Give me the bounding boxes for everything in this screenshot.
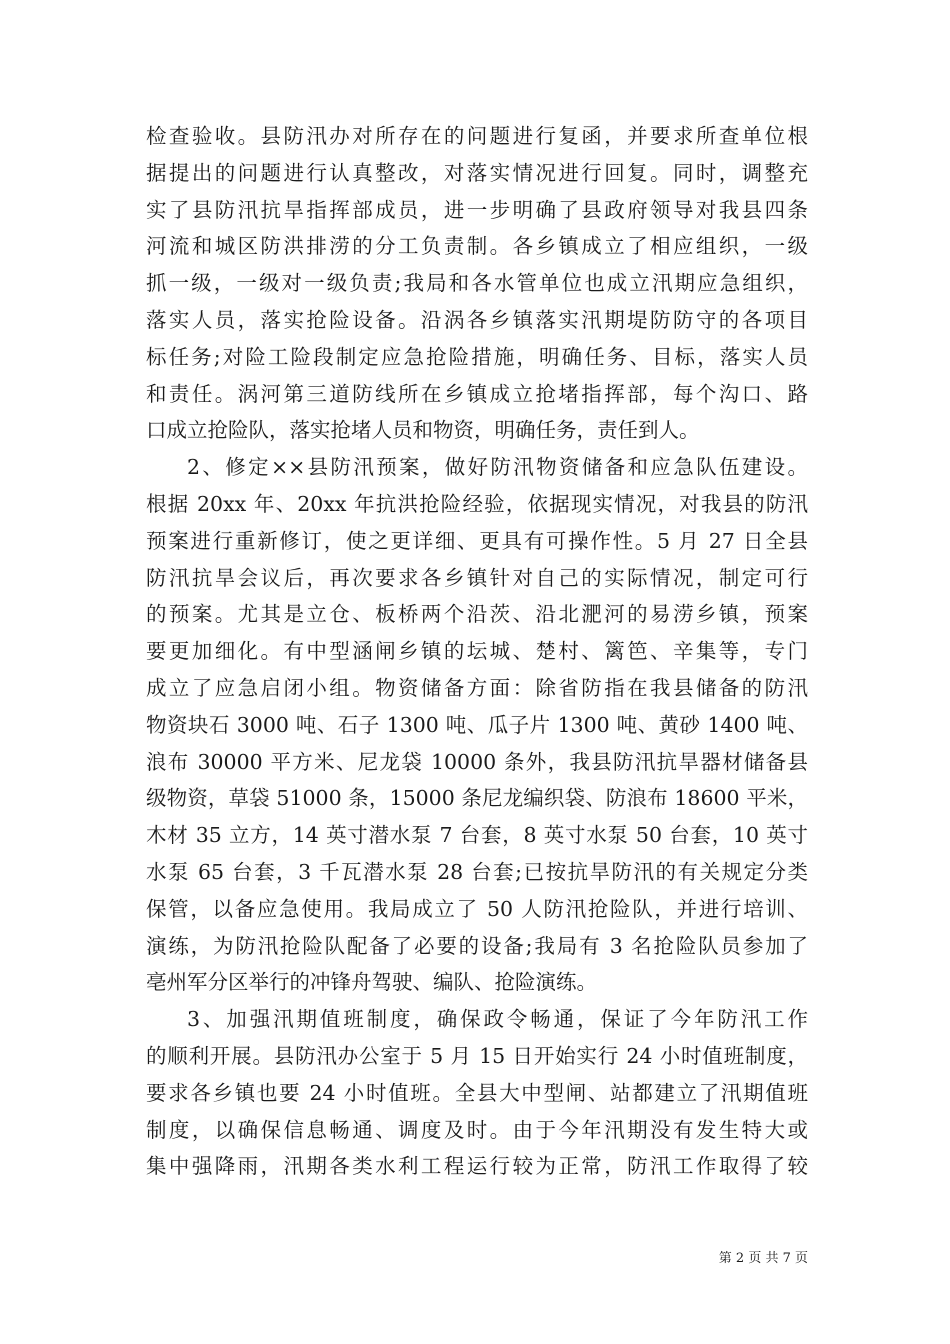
text-line: 浪布 30000 平方米、尼龙袋 10000 条外，我县防汛抗旱器材储备县 — [146, 749, 808, 774]
text-line: 水泵 65 台套，3 千瓦潜水泵 28 台套;已按抗旱防汛的有关规定分类 — [146, 859, 808, 884]
text-line: 2、修定××县防汛预案，做好防汛物资储备和应急队伍建设。 — [187, 455, 808, 480]
text-line: 保管，以备应急使用。我局成立了 50 人防汛抢险队，并进行培训、 — [146, 896, 808, 921]
text-line: 物资块石 3000 吨、石子 1300 吨、瓜子片 1300 吨、黄砂 1400 吨、 — [146, 712, 808, 737]
text-line: 的顺利开展。县防汛办公室于 5 月 15 日开始实行 24 小时值班制度， — [146, 1043, 808, 1068]
text-line: 标任务;对险工险段制定应急抢险措施，明确任务、目标，落实人员 — [146, 344, 808, 369]
document-body — [146, 118, 808, 1185]
text-line: 的预案。尤其是立仓、板桥两个沿茨、沿北淝河的易涝乡镇，预案 — [146, 602, 808, 627]
page-number: 第 2 页 共 7 页 — [718, 1251, 808, 1266]
text-line: 和责任。涡河第三道防线所在乡镇成立抢堵指挥部，每个沟口、路 — [146, 381, 808, 406]
text-line: 防汛抗旱会议后，再次要求各乡镇针对自己的实际情况，制定可行 — [146, 565, 808, 590]
text-line: 集中强降雨，汛期各类水利工程运行较为正常，防汛工作取得了较 — [146, 1154, 808, 1179]
text-line: 木材 35 立方，14 英寸潜水泵 7 台套，8 英寸水泵 50 台套，10 英寸 — [146, 823, 808, 848]
text-line: 制度，以确保信息畅通、调度及时。由于今年汛期没有发生特大或 — [146, 1117, 808, 1142]
text-line: 根据 20xx 年、20xx 年抗洪抢险经验，依据现实情况，对我县的防汛 — [146, 491, 808, 516]
text-line: 口成立抢险队，落实抢堵人员和物资，明确任务，责任到人。 — [146, 418, 700, 443]
text-line: 要求各乡镇也要 24 小时值班。全县大中型闸、站都建立了汛期值班 — [146, 1080, 808, 1105]
text-line: 演练，为防汛抢险队配备了必要的设备;我局有 3 名抢险队员参加了 — [146, 933, 808, 958]
text-line: 预案进行重新修订，使之更详细、更具有可操作性。5 月 27 日全县 — [146, 528, 808, 553]
text-line: 级物资，草袋 51000 条，15000 条尼龙编织袋、防浪布 18600 平米， — [146, 786, 808, 811]
text-line: 抓一级，一级对一级负责;我局和各水管单位也成立汛期应急组织， — [146, 271, 808, 296]
text-line: 要更加细化。有中型涵闸乡镇的坛城、楚村、篱笆、辛集等，专门 — [146, 639, 808, 664]
text-line: 实了县防汛抗旱指挥部成员，进一步明确了县政府领导对我县四条 — [146, 197, 808, 222]
text-line: 据提出的问题进行认真整改，对落实情况进行回复。同时，调整充 — [146, 160, 808, 185]
text-line: 检查验收。县防汛办对所存在的问题进行复函，并要求所查单位根 — [146, 124, 808, 148]
text-line: 河流和城区防洪排涝的分工负责制。各乡镇成立了相应组织，一级 — [146, 234, 808, 259]
text-line: 成立了应急启闭小组。物资储备方面：除省防指在我县储备的防汛 — [146, 675, 808, 700]
text-line: 落实人员，落实抢险设备。沿涡各乡镇落实汛期堤防防守的各项目 — [146, 307, 808, 332]
text-line: 3、加强汛期值班制度，确保政令畅通，保证了今年防汛工作 — [187, 1007, 808, 1032]
text-line: 亳州军分区举行的冲锋舟驾驶、编队、抢险演练。 — [146, 970, 597, 995]
